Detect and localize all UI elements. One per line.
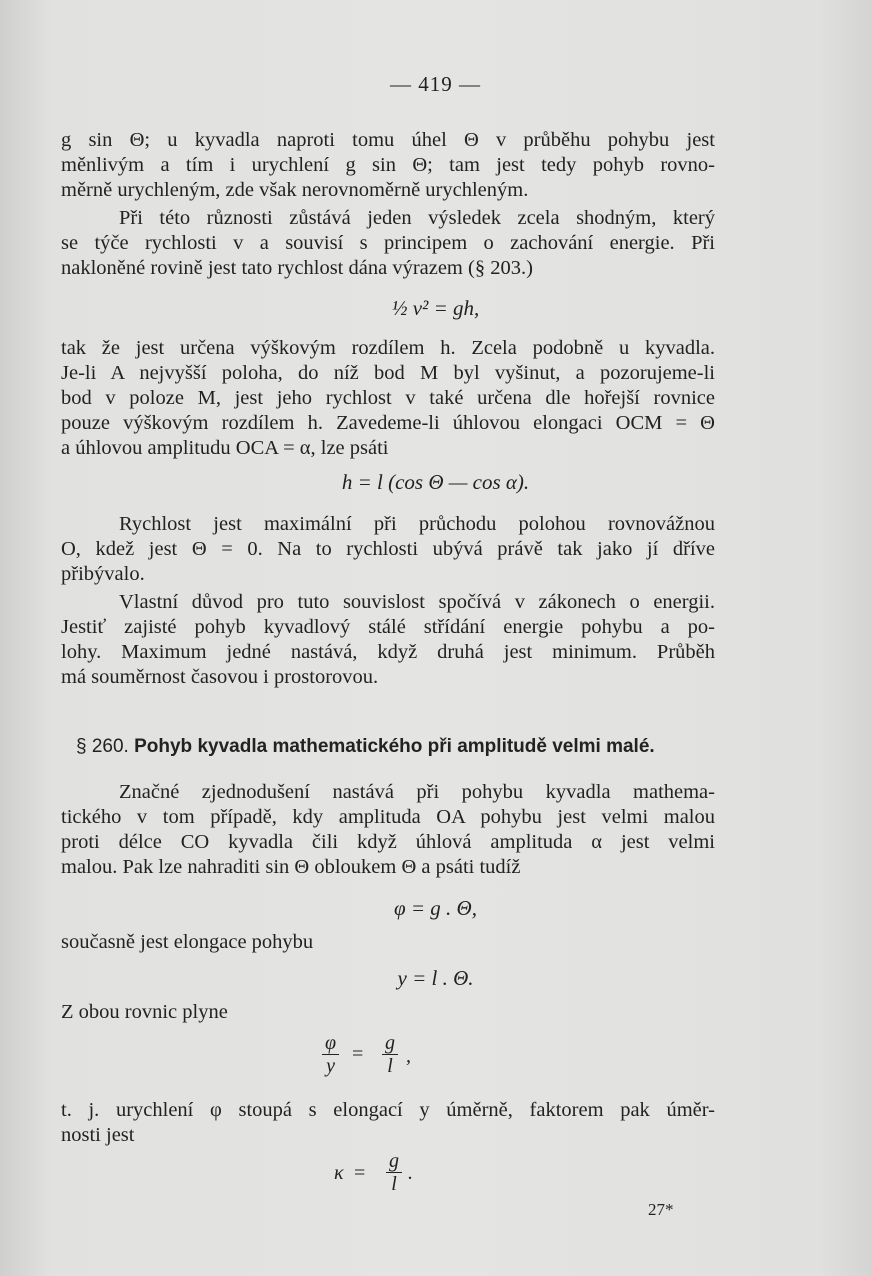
text-line: měrně urychleným, zde však nerovnoměrně urychleným. — [61, 179, 529, 201]
text-line: proti délce CO kyvadla čili když úhlová amplituda α jest velmi — [61, 831, 715, 853]
paragraph-8 — [61, 1000, 715, 1025]
text-line: lohy. Maximum jedné nastává, když druhá jest minimum. Průběh — [61, 641, 715, 663]
text-line: Rychlost jest maximální při průchodu polohou rovnovážnou — [119, 513, 715, 535]
fraction-numerator: g — [382, 1032, 398, 1055]
fraction-g-l — [386, 1150, 402, 1195]
text-line: nakloněné rovině jest tato rychlost dána výrazem (§ 203.) — [61, 257, 533, 279]
equation-height: h = l (cos Θ — cos α). — [341, 470, 530, 494]
equals-sign: = — [354, 1162, 366, 1184]
text-line: přibývalo. — [61, 563, 145, 585]
fraction-numerator: φ — [322, 1032, 339, 1055]
fraction-numerator: g — [386, 1150, 402, 1173]
text-line: bod v poloze M, jest jeho rychlost v také určena dle hořejší rovnice — [61, 387, 715, 409]
page-number: — 419 — — [390, 72, 481, 96]
comma: , — [406, 1045, 411, 1067]
equation-acceleration: φ = g . Θ, — [394, 896, 477, 920]
text-line: Značné zjednodušení nastává při pohybu kyvadla mathema- — [119, 781, 715, 803]
kappa-symbol: κ — [334, 1162, 344, 1184]
text-line: a úhlovou amplitudu OCA = α, lze psáti — [61, 437, 389, 459]
paragraph-7 — [61, 930, 715, 955]
paragraph-9 — [61, 1098, 715, 1148]
text-line: má souměrnost časovou i prostorovou. — [61, 666, 379, 688]
text-line: O, kdež jest Θ = 0. Na to rychlosti ubývá právě tak jako jí dříve — [61, 538, 715, 560]
text-line: tak že jest určena výškovým rozdílem h. Zcela podobně u kyvadla. — [61, 337, 715, 359]
signature-mark: 27* — [648, 1200, 674, 1219]
text-line: Jestiť zajisté pohyb kyvadlový stálé střídání energie pohybu a po- — [61, 616, 715, 638]
text-line: současně jest elongace pohybu — [61, 931, 314, 953]
section-heading — [76, 736, 776, 758]
fraction-g-l — [382, 1032, 398, 1077]
text-line: nosti jest — [61, 1124, 135, 1146]
text-line: Vlastní důvod pro tuto souvislost spočívá v zákonech o energii. — [119, 591, 715, 613]
paragraph-3 — [61, 336, 715, 461]
fraction-denominator: l — [387, 1055, 393, 1077]
paragraph-6 — [61, 780, 715, 880]
period: . — [408, 1162, 413, 1184]
paragraph-5 — [61, 590, 715, 690]
fraction-phi-y — [322, 1032, 339, 1077]
paragraph-1 — [61, 128, 715, 203]
equals-sign: = — [352, 1043, 364, 1065]
text-line: Z obou rovnic plyne — [61, 1001, 228, 1023]
text-line: malou. Pak lze nahraditi sin Θ obloukem Θ a psáti tudíž — [61, 856, 521, 878]
paragraph-2 — [61, 206, 715, 281]
equation-energy: ½ v² = gh, — [391, 296, 480, 320]
text-line: t. j. urychlení φ stoupá s elongací y úměrně, faktorem pak úměr- — [61, 1099, 715, 1121]
text-line: pouze výškovým rozdílem h. Zavedeme-li úhlovou elongaci OCM = Θ — [61, 412, 715, 434]
section-number: § 260. — [76, 736, 129, 757]
paragraph-4 — [61, 512, 715, 587]
text-line: g sin Θ; u kyvadla naproti tomu úhel Θ v průběhu pohybu jest — [61, 129, 715, 151]
fraction-denominator: l — [391, 1173, 397, 1195]
text-line: měnlivým a tím i urychlení g sin Θ; tam jest tedy pohyb rovno- — [61, 154, 715, 176]
text-line: tického v tom případě, kdy amplituda OA pohybu jest velmi malou — [61, 806, 715, 828]
section-title: Pohyb kyvadla mathematického při amplitudě velmi malé. — [134, 736, 655, 757]
text-line: Při této různosti zůstává jeden výsledek zcela shodným, který — [119, 207, 715, 229]
equation-elongation: y = l . Θ. — [397, 966, 474, 990]
text-line: se týče rychlosti v a souvisí s principem o zachování energie. Při — [61, 232, 715, 254]
text-line: Je-li A nejvyšší poloha, do níž bod M byl vyšinut, a pozorujeme-li — [61, 362, 715, 384]
fraction-denominator: y — [326, 1055, 335, 1077]
